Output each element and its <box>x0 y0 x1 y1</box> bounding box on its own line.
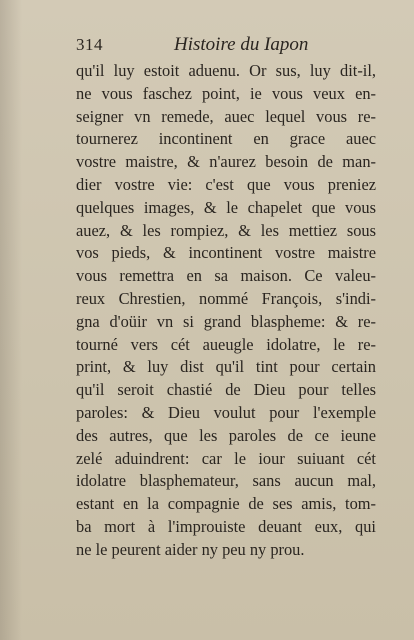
page-number: 314 <box>76 35 103 54</box>
text-line: gna d'oüir vn si grand blaspheme: & re- <box>76 311 376 331</box>
text-line: dier vostre vie: c'est que vous preniez <box>76 174 376 194</box>
text-line: qu'il luy estoit aduenu. Or sus, luy dit-il, <box>76 61 376 80</box>
body-text <box>76 60 376 562</box>
text-line: tournerez incontinent en grace auec <box>76 129 376 149</box>
page-gutter-shadow <box>0 0 22 640</box>
text-line: quelques images, & le chapelet que vous <box>76 197 376 217</box>
text-line: auez, & les rompiez, & les mettiez sous <box>76 220 376 240</box>
text-line: print, & luy dist qu'il tint pour certain <box>76 357 376 377</box>
text-line: vos pieds, & incontinent vostre maistre <box>76 243 376 263</box>
text-line: ba mort à l'improuiste deuant eux, qui <box>76 516 376 536</box>
text-line: des autres, que les paroles de ce ieune <box>76 425 376 445</box>
text-line: zelé aduindrent: car le iour suiuant cét <box>76 448 376 468</box>
text-line: qu'il seroit chastié de Dieu pour telles <box>76 380 376 400</box>
text-line: reux Chrestien, nommé François, s'indi- <box>76 288 376 308</box>
page-header <box>76 33 386 57</box>
text-line: idolatre blasphemateur, sans aucun mal, <box>76 471 376 491</box>
text-line: estant en la compagnie de ses amis, tom- <box>76 494 376 514</box>
text-line: paroles: & Dieu voulut pour l'exemple <box>76 402 376 422</box>
text-line: seigner vn remede, auec lequel vous re- <box>76 106 376 126</box>
text-line: tourné vers cét aueugle idolatre, le re- <box>76 334 376 354</box>
text-line: vostre maistre, & n'aurez besoin de man- <box>76 152 376 172</box>
text-line: ne le peurent aider ny peu ny prou. <box>76 539 305 559</box>
text-line: vous remettra en sa maison. Ce valeu- <box>76 266 376 286</box>
text-line: ne vous faschez point, ie vous veux en- <box>76 83 376 103</box>
running-title: Histoire du Iapon <box>174 34 309 55</box>
